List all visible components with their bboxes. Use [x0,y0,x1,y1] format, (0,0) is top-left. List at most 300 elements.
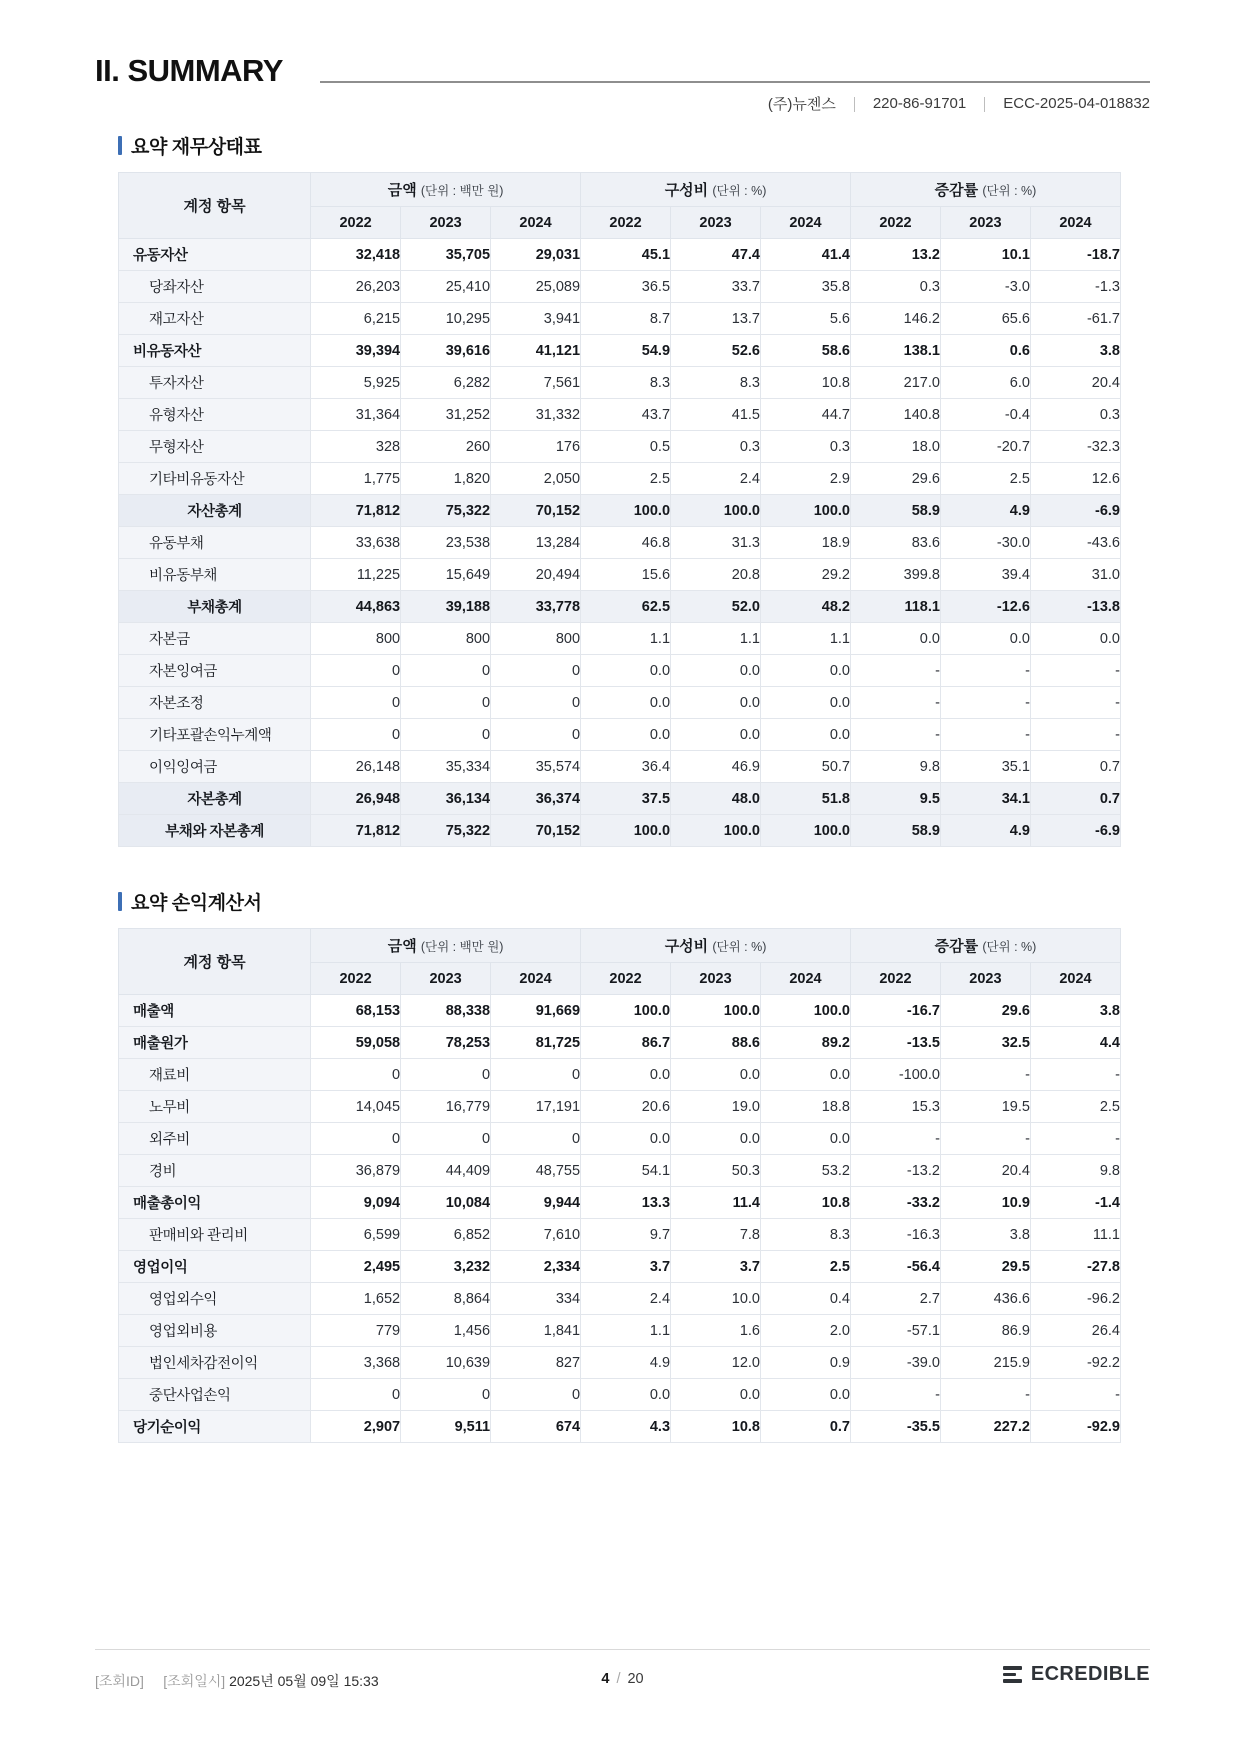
cell-value: 0 [311,719,401,751]
cell-value: 0.0 [761,719,851,751]
cell-value: 0 [311,687,401,719]
cell-value: 35,705 [401,239,491,271]
cell-value: 26.4 [1030,1315,1120,1347]
cell-value: - [940,1123,1030,1155]
cell-value: 12.0 [671,1347,761,1379]
table-row [119,655,1121,687]
cell-value: 1.1 [671,623,761,655]
cell-value: 1,775 [311,463,401,495]
cell-value: 36,134 [401,783,491,815]
cell-value: 215.9 [940,1347,1030,1379]
cell-value: 54.1 [581,1155,671,1187]
footer-divider [95,1649,1150,1650]
cell-value: 5.6 [761,303,851,335]
cell-value: -16.3 [850,1219,940,1251]
table-row [119,367,1121,399]
row-label: 유동자산 [119,239,311,271]
cell-value: 20.4 [940,1155,1030,1187]
table-row [119,527,1121,559]
cell-value: 88.6 [671,1027,761,1059]
cell-value: 10.0 [671,1283,761,1315]
cell-value: 10,639 [401,1347,491,1379]
row-label: 법인세차감전이익 [119,1347,311,1379]
cell-value: 2.0 [761,1315,851,1347]
row-label: 이익잉여금 [119,751,311,783]
cell-value: 100.0 [671,815,761,847]
cell-value: 0.0 [761,1123,851,1155]
table-row [119,1059,1121,1091]
cell-value: 10.8 [761,367,851,399]
cell-value: 3,941 [491,303,581,335]
query-time-label: [조회일시] [163,1673,226,1689]
cell-value: 18.8 [761,1091,851,1123]
cell-value: 9,094 [311,1187,401,1219]
row-label: 당좌자산 [119,271,311,303]
cell-value: -33.2 [850,1187,940,1219]
cell-value: -6.9 [1030,495,1120,527]
row-label: 자본잉여금 [119,655,311,687]
cell-value: 44,863 [311,591,401,623]
cell-value: 26,948 [311,783,401,815]
cell-value: 8.3 [671,367,761,399]
cell-value: 0.0 [671,687,761,719]
cell-value: 0.3 [1030,399,1120,431]
row-label: 투자자산 [119,367,311,399]
table-body [119,995,1121,1443]
cell-value: 0 [491,1059,581,1091]
cell-value: 16,779 [401,1091,491,1123]
cell-value: -12.6 [940,591,1030,623]
cell-value: 217.0 [850,367,940,399]
row-label: 판매비와 관리비 [119,1219,311,1251]
page-title: II. SUMMARY [95,53,283,88]
report-id: ECC-2025-04-018832 [1003,95,1150,112]
cell-value: 31,252 [401,399,491,431]
cell-value: 4.9 [581,1347,671,1379]
cell-value: -30.0 [940,527,1030,559]
page-total: 20 [627,1671,644,1687]
cell-value: - [850,1379,940,1411]
cell-value: 12.6 [1030,463,1120,495]
cell-value: 4.9 [940,495,1030,527]
row-label: 자본금 [119,623,311,655]
cell-value: 11.1 [1030,1219,1120,1251]
table-row [119,239,1121,271]
cell-value: -92.2 [1030,1347,1120,1379]
table-row [119,335,1121,367]
cell-value: 43.7 [581,399,671,431]
row-label: 부채와 자본총계 [119,815,311,847]
table-row [119,1315,1121,1347]
cell-value: 0.0 [671,1379,761,1411]
cell-value: 39.4 [940,559,1030,591]
section-title-balance-sheet [118,132,1121,159]
section-title-income-statement [118,888,1121,915]
cell-value: 6.0 [940,367,1030,399]
cell-value: -96.2 [1030,1283,1120,1315]
cell-value: 0.0 [850,623,940,655]
cell-value: 0.0 [1030,623,1120,655]
cell-value: 13.3 [581,1187,671,1219]
cell-value: 2,907 [311,1411,401,1443]
cell-value: 1,841 [491,1315,581,1347]
section-income-statement [118,888,1121,1443]
cell-value: 35.8 [761,271,851,303]
income-statement-table [118,928,1121,1443]
cell-value: 10.8 [761,1187,851,1219]
cell-value: 53.2 [761,1155,851,1187]
cell-value: - [1030,719,1120,751]
company-name: (주)뉴젠스 [767,96,836,113]
document-footer [95,1649,1150,1701]
table-row [119,431,1121,463]
cell-value: 15.6 [581,559,671,591]
cell-value: 58.9 [850,815,940,847]
cell-value: 48.0 [671,783,761,815]
cell-value: 68,153 [311,995,401,1027]
table-row [119,1411,1121,1443]
cell-value: 146.2 [850,303,940,335]
cell-value: 31.3 [671,527,761,559]
table-row [119,1379,1121,1411]
cell-value: 23,538 [401,527,491,559]
cell-value: 54.9 [581,335,671,367]
cell-value: 0.0 [671,719,761,751]
column-header-year: 2022 [850,963,940,995]
cell-value: - [1030,1059,1120,1091]
cell-value: 0 [401,1059,491,1091]
row-label: 노무비 [119,1091,311,1123]
business-number: 220-86-91701 [872,95,967,112]
cell-value: 33,778 [491,591,581,623]
cell-value: 2.4 [671,463,761,495]
column-header-year: 2022 [311,963,401,995]
cell-value: 0.0 [761,687,851,719]
section-accent-bar [118,892,122,911]
cell-value: 8.7 [581,303,671,335]
column-header-year: 2022 [311,207,401,239]
cell-value: 100.0 [581,495,671,527]
cell-value: 0 [491,687,581,719]
table-header [119,929,1121,995]
cell-value: 4.4 [1030,1027,1120,1059]
cell-value: 3,232 [401,1251,491,1283]
cell-value: 25,089 [491,271,581,303]
cell-value: 59,058 [311,1027,401,1059]
cell-value: 0.3 [671,431,761,463]
cell-value: 176 [491,431,581,463]
section-label: 요약 손익계산서 [131,893,262,914]
cell-value: 70,152 [491,495,581,527]
cell-value: 52.0 [671,591,761,623]
row-label: 재료비 [119,1059,311,1091]
cell-value: 1,820 [401,463,491,495]
cell-value: 0.5 [581,431,671,463]
header-meta [768,93,1150,114]
cell-value: 71,812 [311,495,401,527]
cell-value: 0.6 [940,335,1030,367]
cell-value: 29.5 [940,1251,1030,1283]
cell-value: 11.4 [671,1187,761,1219]
cell-value: -39.0 [850,1347,940,1379]
cell-value: 33,638 [311,527,401,559]
cell-value: 328 [311,431,401,463]
cell-value: 0.7 [1030,783,1120,815]
cell-value: 36,374 [491,783,581,815]
cell-value: -56.4 [850,1251,940,1283]
cell-value: 33.7 [671,271,761,303]
cell-value: 81,725 [491,1027,581,1059]
document-header [95,55,1150,115]
column-header-year: 2024 [761,207,851,239]
cell-value: 0 [401,687,491,719]
cell-value: 2.4 [581,1283,671,1315]
cell-value: 71,812 [311,815,401,847]
cell-value: 0 [311,655,401,687]
table-row [119,463,1121,495]
cell-value: 2,334 [491,1251,581,1283]
table-row [119,1251,1121,1283]
cell-value: 44.7 [761,399,851,431]
column-header-year: 2024 [761,963,851,995]
cell-value: 9.8 [850,751,940,783]
page-current: 4 [601,1671,610,1687]
cell-value: 15,649 [401,559,491,591]
cell-value: 70,152 [491,815,581,847]
cell-value: 9.7 [581,1219,671,1251]
table-row [119,783,1121,815]
cell-value: 75,322 [401,815,491,847]
cell-value: 0.7 [761,1411,851,1443]
cell-value: -13.2 [850,1155,940,1187]
cell-value: 2.7 [850,1283,940,1315]
row-label: 기타비유동자산 [119,463,311,495]
cell-value: 7.8 [671,1219,761,1251]
cell-value: 17,191 [491,1091,581,1123]
cell-value: -43.6 [1030,527,1120,559]
column-header-year: 2024 [1030,963,1120,995]
cell-value: - [940,1059,1030,1091]
table-body [119,239,1121,847]
cell-value: 0.0 [671,1059,761,1091]
cell-value: 0.0 [581,1379,671,1411]
cell-value: 0 [401,719,491,751]
cell-value: 8.3 [761,1219,851,1251]
row-label: 매출액 [119,995,311,1027]
column-group-amount: 금액 (단위 : 백만 원) [311,173,581,207]
cell-value: -13.5 [850,1027,940,1059]
row-label: 중단사업손익 [119,1379,311,1411]
table-row [119,1027,1121,1059]
cell-value: 13,284 [491,527,581,559]
row-label: 자본총계 [119,783,311,815]
cell-value: 75,322 [401,495,491,527]
section-label: 요약 재무상태표 [131,137,262,158]
cell-value: - [940,1379,1030,1411]
cell-value: 1.6 [671,1315,761,1347]
cell-value: 48.2 [761,591,851,623]
cell-value: 39,616 [401,335,491,367]
cell-value: 260 [401,431,491,463]
row-label: 비유동부채 [119,559,311,591]
cell-value: 91,669 [491,995,581,1027]
cell-value: 0.4 [761,1283,851,1315]
cell-value: 32,418 [311,239,401,271]
cell-value: 78,253 [401,1027,491,1059]
table-row [119,591,1121,623]
cell-value: 138.1 [850,335,940,367]
cell-value: 58.6 [761,335,851,367]
cell-value: 4.9 [940,815,1030,847]
cell-value: -27.8 [1030,1251,1120,1283]
cell-value: - [1030,655,1120,687]
cell-value: 3.8 [940,1219,1030,1251]
cell-value: 88,338 [401,995,491,1027]
cell-value: 0.3 [850,271,940,303]
row-label: 매출총이익 [119,1187,311,1219]
cell-value: 2.9 [761,463,851,495]
cell-value: 0.0 [761,655,851,687]
row-label: 재고자산 [119,303,311,335]
cell-value: 140.8 [850,399,940,431]
cell-value: -13.8 [1030,591,1120,623]
cell-value: 10,084 [401,1187,491,1219]
cell-value: - [850,655,940,687]
table-row [119,1091,1121,1123]
table-row [119,559,1121,591]
cell-value: -100.0 [850,1059,940,1091]
cell-value: 2,050 [491,463,581,495]
table-row [119,1347,1121,1379]
cell-value: 35.1 [940,751,1030,783]
row-label: 자본조정 [119,687,311,719]
cell-value: 6,852 [401,1219,491,1251]
header-divider [320,81,1150,83]
cell-value: -0.4 [940,399,1030,431]
cell-value: - [850,687,940,719]
column-group-composition: 구성비 (단위 : %) [581,173,851,207]
cell-value: 8,864 [401,1283,491,1315]
cell-value: 13.7 [671,303,761,335]
cell-value: - [850,1123,940,1155]
cell-value: 36.5 [581,271,671,303]
table-row [119,399,1121,431]
cell-value: 0 [401,1379,491,1411]
table-row [119,1187,1121,1219]
column-group-composition: 구성비 (단위 : %) [581,929,851,963]
cell-value: 0.3 [761,431,851,463]
table-row [119,687,1121,719]
cell-value: 0.0 [581,1123,671,1155]
cell-value: 9.5 [850,783,940,815]
cell-value: 827 [491,1347,581,1379]
cell-value: 0 [491,719,581,751]
meta-separator-2 [984,97,985,112]
cell-value: 47.4 [671,239,761,271]
cell-value: 100.0 [671,995,761,1027]
cell-value: 86.9 [940,1315,1030,1347]
column-group-growth: 증감률 (단위 : %) [850,929,1120,963]
cell-value: 1,652 [311,1283,401,1315]
column-header-year: 2022 [581,207,671,239]
cell-value: 100.0 [581,815,671,847]
cell-value: 0.0 [581,1059,671,1091]
column-header-account: 계정 항목 [119,173,311,239]
cell-value: 100.0 [761,995,851,1027]
cell-value: 20.6 [581,1091,671,1123]
cell-value: 20.4 [1030,367,1120,399]
column-header-account: 계정 항목 [119,929,311,995]
cell-value: -61.7 [1030,303,1120,335]
cell-value: 100.0 [761,815,851,847]
cell-value: 10.8 [671,1411,761,1443]
cell-value: 46.8 [581,527,671,559]
meta-separator-1 [854,97,855,112]
cell-value: 46.9 [671,751,761,783]
cell-value: 8.3 [581,367,671,399]
column-header-year: 2022 [581,963,671,995]
table-row [119,1123,1121,1155]
column-header-year: 2024 [1030,207,1120,239]
cell-value: 20,494 [491,559,581,591]
cell-value: 39,394 [311,335,401,367]
row-label: 영업외수익 [119,1283,311,1315]
cell-value: 31.0 [1030,559,1120,591]
row-label: 비유동자산 [119,335,311,367]
cell-value: 26,203 [311,271,401,303]
page-indicator [95,1671,1150,1687]
cell-value: 779 [311,1315,401,1347]
cell-value: -1.4 [1030,1187,1120,1219]
cell-value: 5,925 [311,367,401,399]
row-label: 영업외비용 [119,1315,311,1347]
cell-value: 58.9 [850,495,940,527]
cell-value: 3.8 [1030,995,1120,1027]
cell-value: -3.0 [940,271,1030,303]
cell-value: 0.0 [671,655,761,687]
cell-value: 35,334 [401,751,491,783]
cell-value: 31,332 [491,399,581,431]
cell-value: 41.4 [761,239,851,271]
cell-value: 0 [401,1123,491,1155]
cell-value: 9,944 [491,1187,581,1219]
cell-value: 2.5 [1030,1091,1120,1123]
cell-value: 14,045 [311,1091,401,1123]
cell-value: 52.6 [671,335,761,367]
column-header-year: 2023 [671,207,761,239]
row-label: 유동부채 [119,527,311,559]
column-group-growth: 증감률 (단위 : %) [850,173,1120,207]
cell-value: 11,225 [311,559,401,591]
cell-value: 18.9 [761,527,851,559]
cell-value: - [1030,687,1120,719]
cell-value: 50.7 [761,751,851,783]
cell-value: 41,121 [491,335,581,367]
cell-value: 29.2 [761,559,851,591]
table-row [119,623,1121,655]
cell-value: 36,879 [311,1155,401,1187]
cell-value: 44,409 [401,1155,491,1187]
cell-value: 62.5 [581,591,671,623]
cell-value: 0.0 [581,655,671,687]
cell-value: 334 [491,1283,581,1315]
table-row [119,303,1121,335]
cell-value: 1.1 [581,1315,671,1347]
table-row [119,1155,1121,1187]
cell-value: 29,031 [491,239,581,271]
cell-value: 37.5 [581,783,671,815]
cell-value: 1.1 [581,623,671,655]
